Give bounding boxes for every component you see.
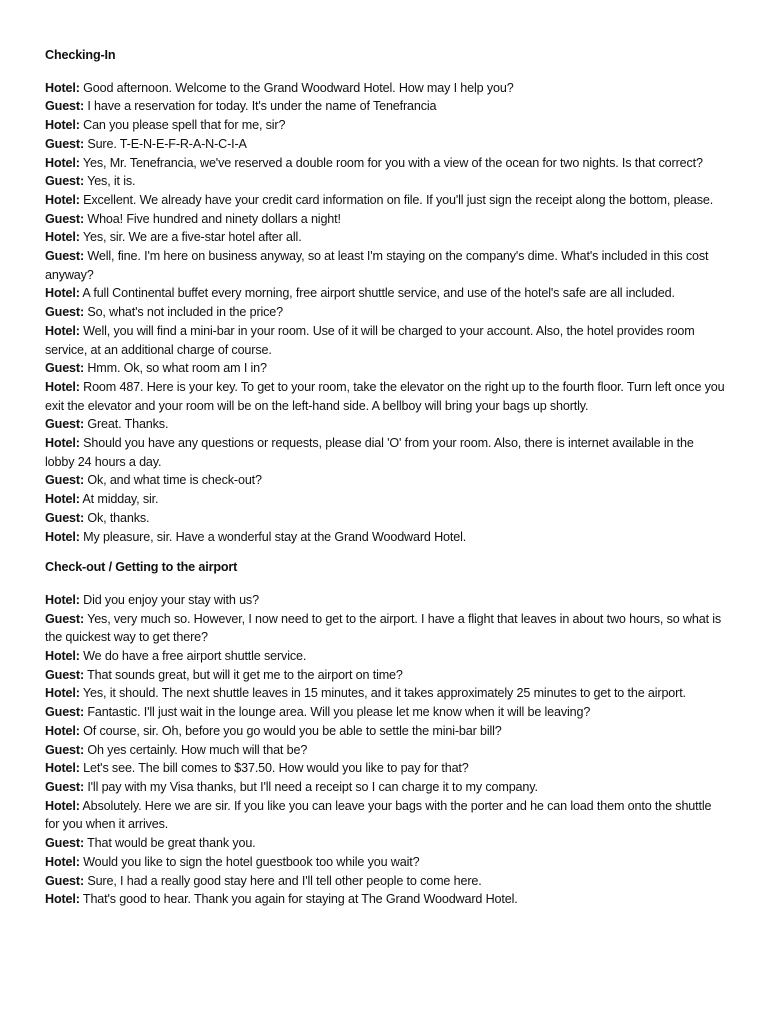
speaker-label: Hotel: xyxy=(45,379,80,394)
dialogue-line xyxy=(45,415,725,434)
dialogue-line xyxy=(45,135,725,154)
speaker-label: Hotel: xyxy=(45,649,80,664)
utterance-text: Yes, Mr. Tenefrancia, we've reserved a double room for you with a view of the ocean for two nights. Is that correct? xyxy=(79,155,703,170)
dialogue-line xyxy=(45,647,725,666)
dialogue-line xyxy=(45,303,725,322)
dialogue-lines xyxy=(45,591,725,909)
dialogue-line xyxy=(45,759,725,778)
dialogue-line xyxy=(45,741,725,760)
utterance-text: I'll pay with my Visa thanks, but I'll need a receipt so I can charge it to my company. xyxy=(83,779,538,794)
dialogue-line xyxy=(45,116,725,135)
dialogue-line xyxy=(45,490,725,509)
utterance-text: At midday, sir. xyxy=(79,492,159,507)
utterance-text: Hmm. Ok, so what room am I in? xyxy=(83,361,267,376)
utterance-text: Let's see. The bill comes to $37.50. How would you like to pay for that? xyxy=(79,761,469,776)
speaker-label: Hotel: xyxy=(45,492,80,507)
speaker-label: Guest: xyxy=(45,667,84,682)
utterance-text: That sounds great, but will it get me to the airport on time? xyxy=(83,667,403,682)
utterance-text: Did you enjoy your stay with us? xyxy=(79,592,259,607)
dialogue-line xyxy=(45,434,725,471)
dialogue-line xyxy=(45,322,725,359)
speaker-label: Guest: xyxy=(45,705,84,720)
speaker-label: Guest: xyxy=(45,305,84,320)
utterance-text: So, what's not included in the price? xyxy=(83,305,284,320)
speaker-label: Hotel: xyxy=(45,892,80,907)
utterance-text: Sure, I had a really good stay here and I'll tell other people to come here. xyxy=(83,873,482,888)
dialogue-line xyxy=(45,359,725,378)
utterance-text: Great. Thanks. xyxy=(83,417,169,432)
speaker-label: Hotel: xyxy=(45,592,80,607)
speaker-label: Hotel: xyxy=(45,686,80,701)
dialogue-lines xyxy=(45,79,725,547)
utterance-text: Of course, sir. Oh, before you go would you be able to settle the mini-bar bill? xyxy=(79,723,502,738)
utterance-text: Well, fine. I'm here on business anyway, so at least I'm staying on the company's dime. What's included in this cost anyway? xyxy=(45,249,709,282)
dialogue-line xyxy=(45,528,725,547)
speaker-label: Hotel: xyxy=(45,436,80,451)
speaker-label: Hotel: xyxy=(45,155,80,170)
speaker-label: Hotel: xyxy=(45,529,80,544)
dialogue-line xyxy=(45,97,725,116)
utterance-text: Can you please spell that for me, sir? xyxy=(79,118,286,133)
utterance-text: Ok, and what time is check-out? xyxy=(83,473,262,488)
dialogue-line xyxy=(45,191,725,210)
dialogue-line xyxy=(45,703,725,722)
speaker-label: Guest: xyxy=(45,249,84,264)
speaker-label: Hotel: xyxy=(45,80,80,95)
dialogue-line xyxy=(45,228,725,247)
document-body xyxy=(45,46,725,921)
speaker-label: Guest: xyxy=(45,361,84,376)
speaker-label: Guest: xyxy=(45,473,84,488)
dialogue-line xyxy=(45,172,725,191)
utterance-text: Whoa! Five hundred and ninety dollars a night! xyxy=(83,211,341,226)
utterance-text: That's good to hear. Thank you again for staying at The Grand Woodward Hotel. xyxy=(79,892,518,907)
speaker-label: Hotel: xyxy=(45,118,80,133)
dialogue-line xyxy=(45,79,725,98)
utterance-text: We do have a free airport shuttle service. xyxy=(79,649,307,664)
utterance-text: Absolutely. Here we are sir. If you like you can leave your bags with the porter and he can load them onto the shuttle for you when it arrives. xyxy=(45,798,712,832)
utterance-text: Ok, thanks. xyxy=(83,510,150,525)
speaker-label: Hotel: xyxy=(45,798,80,813)
utterance-text: Well, you will find a mini-bar in your room. Use of it will be charged to your account. Also, the hotel provides room service, at an additional charge of course. xyxy=(45,323,695,357)
speaker-label: Hotel: xyxy=(45,761,80,776)
utterance-text: Yes, very much so. However, I now need to get to the airport. I have a flight that leaves in about two hours, so what is the quickest way to get there? xyxy=(45,611,722,645)
utterance-text: Excellent. We already have your credit card information on file. If you'll just sign the receipt along the bottom, please. xyxy=(79,192,714,207)
utterance-text: Yes, it is. xyxy=(83,174,136,189)
utterance-text: Good afternoon. Welcome to the Grand Woodward Hotel. How may I help you? xyxy=(79,80,514,95)
speaker-label: Hotel: xyxy=(45,854,80,869)
speaker-label: Guest: xyxy=(45,99,84,114)
dialogue-line xyxy=(45,471,725,490)
dialogue-line xyxy=(45,834,725,853)
utterance-text: Room 487. Here is your key. To get to your room, take the elevator on the right up to the fourth floor. Turn left once you exit the elevator and your room will be on the left-hand side. A bellboy will bring your bags up shortly. xyxy=(45,379,725,413)
section-title: Check-out / Getting to the airport xyxy=(45,560,238,575)
dialogue-line xyxy=(45,666,725,685)
dialogue-line xyxy=(45,247,725,284)
utterance-text: Would you like to sign the hotel guestbook too while you wait? xyxy=(79,854,420,869)
speaker-label: Guest: xyxy=(45,136,84,151)
speaker-label: Hotel: xyxy=(45,192,80,207)
speaker-label: Guest: xyxy=(45,174,84,189)
utterance-text: Fantastic. I'll just wait in the lounge area. Will you please let me know when it will be leaving? xyxy=(83,705,591,720)
speaker-label: Hotel: xyxy=(45,723,80,738)
dialogue-line xyxy=(45,591,725,610)
dialogue-line xyxy=(45,797,725,834)
dialogue-line xyxy=(45,853,725,872)
utterance-text: A full Continental buffet every morning, free airport shuttle service, and use of the hotel's safe are all included. xyxy=(79,286,675,301)
speaker-label: Hotel: xyxy=(45,230,80,245)
speaker-label: Guest: xyxy=(45,417,84,432)
dialogue-line xyxy=(45,722,725,741)
utterance-text: Oh yes certainly. How much will that be? xyxy=(83,742,308,757)
section-check-out xyxy=(45,558,725,909)
dialogue-line xyxy=(45,509,725,528)
utterance-text: I have a reservation for today. It's under the name of Tenefrancia xyxy=(83,99,437,114)
speaker-label: Guest: xyxy=(45,742,84,757)
dialogue-line xyxy=(45,872,725,891)
speaker-label: Guest: xyxy=(45,779,84,794)
speaker-label: Guest: xyxy=(45,211,84,226)
dialogue-line xyxy=(45,778,725,797)
speaker-label: Guest: xyxy=(45,836,84,851)
utterance-text: That would be great thank you. xyxy=(83,836,256,851)
utterance-text: Yes, it should. The next shuttle leaves in 15 minutes, and it takes approximately 25 minutes to get to the airport. xyxy=(79,686,686,701)
speaker-label: Hotel: xyxy=(45,323,80,338)
speaker-label: Guest: xyxy=(45,611,84,626)
dialogue-line xyxy=(45,610,725,647)
speaker-label: Hotel: xyxy=(45,286,80,301)
dialogue-line xyxy=(45,210,725,229)
utterance-text: Should you have any questions or requests, please dial 'O' from your room. Also, there is internet available in the lobby 24 hours a day. xyxy=(45,436,694,469)
dialogue-line xyxy=(45,378,725,415)
section-title: Checking-In xyxy=(45,48,116,62)
dialogue-line xyxy=(45,284,725,303)
dialogue-line xyxy=(45,890,725,909)
section-checking-in xyxy=(45,46,725,546)
speaker-label: Guest: xyxy=(45,510,84,525)
utterance-text: My pleasure, sir. Have a wonderful stay at the Grand Woodward Hotel. xyxy=(79,529,467,544)
speaker-label: Guest: xyxy=(45,873,84,888)
utterance-text: Yes, sir. We are a five-star hotel after all. xyxy=(79,230,302,245)
dialogue-line xyxy=(45,684,725,703)
utterance-text: Sure. T-E-N-E-F-R-A-N-C-I-A xyxy=(83,136,247,151)
dialogue-line xyxy=(45,154,725,173)
